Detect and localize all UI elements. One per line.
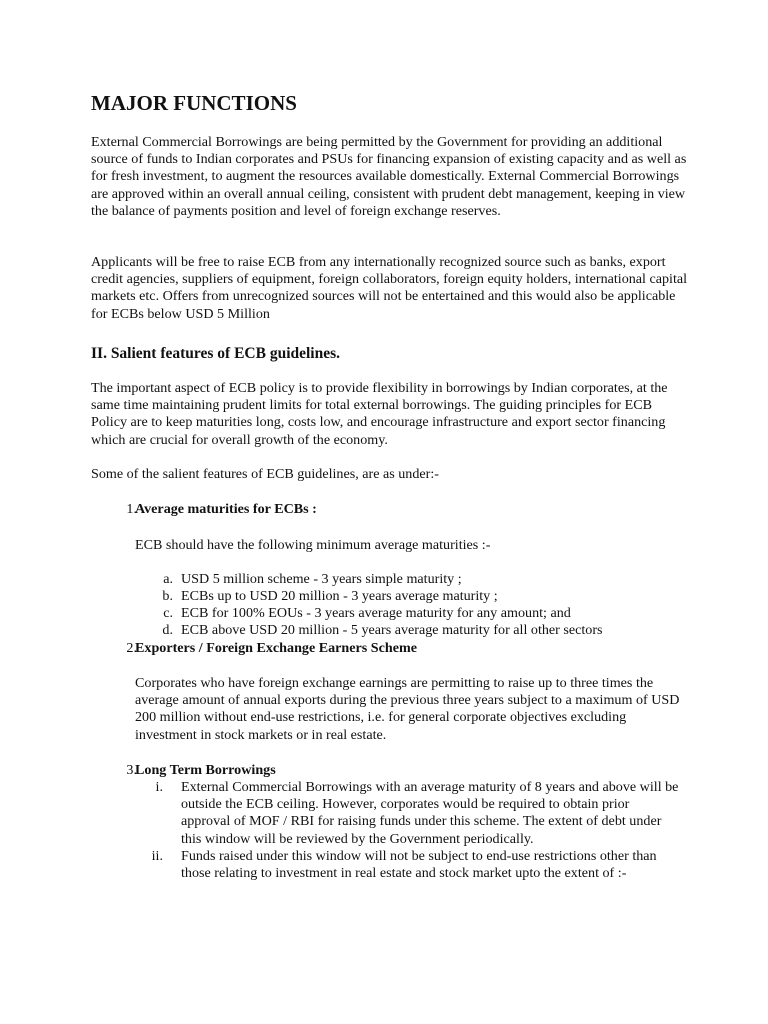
list-number: 2. [126, 640, 137, 656]
intro-paragraph-2: Applicants will be free to raise ECB from any internationally recognized source such as banks, export credit agencies, suppliers of equipment, foreign collaborators, foreign equity holders, international capital markets etc. Offers from unrecognized sources will not be entertained and this would also be applicable for ECBs below USD 5 Million [91, 254, 688, 322]
list-item-label: Exporters / Foreign Exchange Earners Scheme [135, 640, 417, 656]
page-title: MAJOR FUNCTIONS [91, 91, 297, 115]
sub-item-text: Funds raised under this window will not be subject to end-use restrictions other than those relating to investment in real estate and stock market upto the extent of :- [181, 848, 657, 882]
list-item-text: ECB should have the following minimum average maturities :- [135, 537, 491, 553]
sub-item [91, 605, 691, 623]
sub-item-text: USD 5 million scheme - 3 years simple maturity ; [181, 571, 462, 587]
sub-item-marker: b. [162, 588, 173, 604]
sub-item-marker: i. [155, 779, 163, 795]
sub-item [91, 622, 691, 640]
section-lead: Some of the salient features of ECB guidelines, are as under:- [91, 466, 439, 482]
sub-item-marker: d. [162, 622, 173, 638]
list-item [91, 762, 691, 780]
sub-item [91, 779, 691, 849]
sub-item-text: ECB for 100% EOUs - 3 years average maturity for any amount; and [181, 605, 571, 621]
sub-item-marker: ii. [151, 848, 163, 864]
list-item-label: Long Term Borrowings [135, 762, 276, 778]
list-item [91, 640, 691, 658]
sub-item [91, 848, 691, 900]
list-item-label: Average maturities for ECBs : [135, 501, 317, 517]
sub-item-marker: c. [163, 605, 173, 621]
list-number: 3. [126, 762, 137, 778]
sub-item [91, 571, 691, 589]
section-heading: II. Salient features of ECB guidelines. [91, 345, 341, 362]
section-paragraph: The important aspect of ECB policy is to provide flexibility in borrowings by Indian corporates, at the same time maintaining prudent limits for total external borrowings. The guiding principles for ECB Policy are to keep maturities long, costs low, and encourage infrastructure and export sector financing which are crucial for overall growth of the economy. [91, 380, 668, 448]
sub-item-text: ECBs up to USD 20 million - 3 years average maturity ; [181, 588, 498, 604]
list-number: 1. [126, 501, 137, 517]
list-item [91, 501, 691, 519]
sub-item-marker: a. [163, 571, 173, 587]
sub-item [91, 588, 691, 606]
sub-item-text: External Commercial Borrowings with an average maturity of 8 years and above will be outside the ECB ceiling. However, corporates would be required to obtain prior approval of MOF / RBI for raising funds under this scheme. The extent of debt under this window will be reviewed by the Government periodically. [181, 779, 679, 847]
sub-item-text: ECB above USD 20 million - 5 years average maturity for all other sectors [181, 622, 603, 638]
list-item-text: Corporates who have foreign exchange earnings are permitting to raise up to three times the average amount of annual exports during the previous three years subject to a maximum of USD 200 million without end-use restrictions, i.e. for general corporate objectives excluding investment in stock markets or in real estate. [135, 675, 680, 743]
intro-paragraph-1: External Commercial Borrowings are being permitted by the Government for providing an additional source of funds to Indian corporates and PSUs for financing expansion of existing capacity and as well as for fresh investment, to augment the resources available domestically. External Commercial Borrowings are approved within an overall annual ceiling, consistent with prudent debt management, keeping in view the balance of payments position and level of foreign exchange reserves. [91, 134, 687, 219]
